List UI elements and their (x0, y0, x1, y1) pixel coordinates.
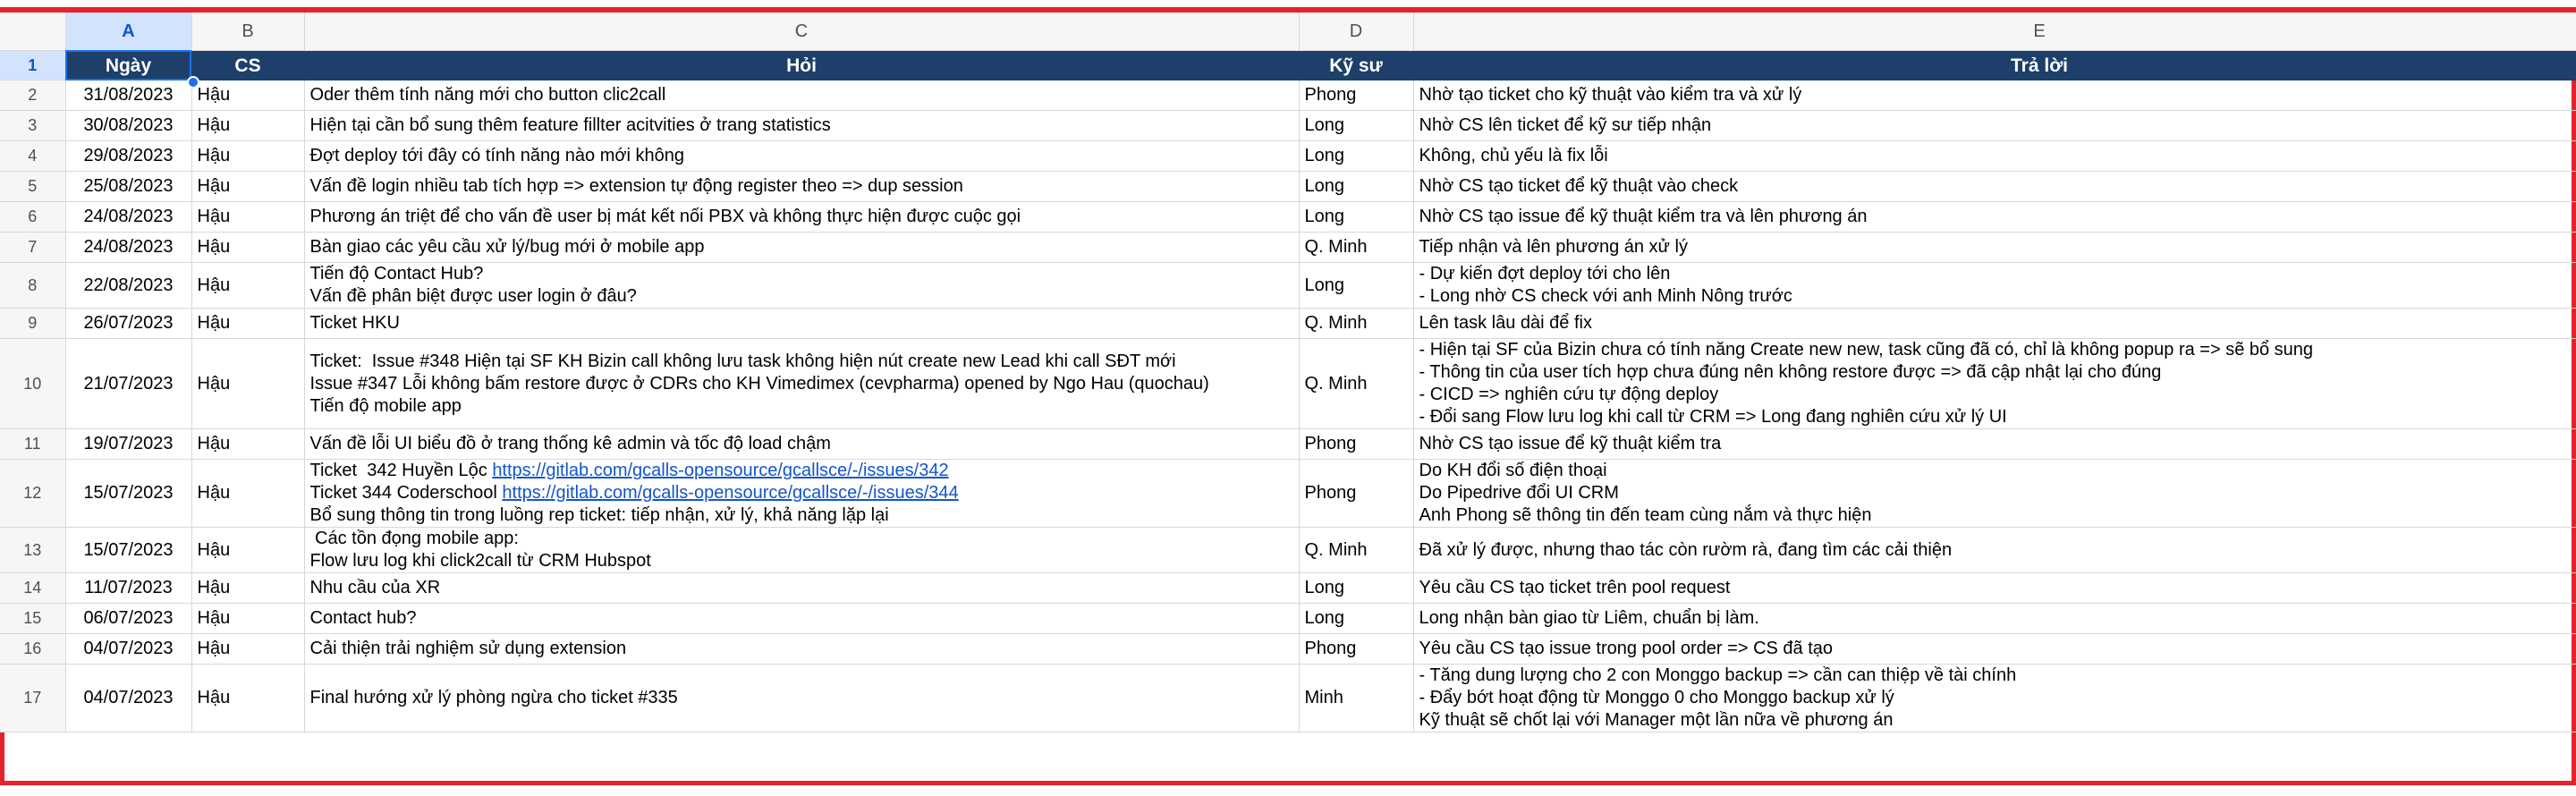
engineer-cell[interactable]: Long (1299, 263, 1413, 309)
table-row (0, 263, 2576, 309)
answer-line: Tiếp nhận và lên phương án xử lý (1419, 237, 1688, 257)
date-cell[interactable]: 04/07/2023 (65, 634, 191, 665)
answer-cell[interactable] (1413, 665, 2576, 732)
table-row (0, 665, 2576, 732)
cs-cell[interactable]: Hậu (191, 309, 304, 339)
question-line (310, 687, 1293, 709)
answer-line: Nhờ CS tạo issue để kỹ thuật kiểm tra (1419, 434, 1722, 453)
question-text: Vấn đề login nhiều tab tích hợp => extension tự động register theo => dup session (309, 176, 963, 196)
engineer-cell[interactable]: Long (1299, 202, 1413, 233)
table-row (0, 528, 2576, 573)
row-number[interactable]: 5 (0, 172, 65, 202)
answer-line: Nhờ CS tạo issue để kỹ thuật kiểm tra và lên phương án (1419, 207, 1868, 226)
date-cell[interactable]: 15/07/2023 (65, 460, 191, 528)
question-text: Hiện tại cần bổ sung thêm feature fillter acitvities ở trang statistics (309, 115, 831, 135)
cs-cell[interactable]: Hậu (191, 460, 304, 528)
header-engineer-cell[interactable]: Kỹ sư (1299, 51, 1413, 80)
answer-line: Kỹ thuật sẽ chốt lại với Manager một lần nữa về phương án (1419, 710, 1894, 730)
answer-cell[interactable] (1413, 573, 2576, 604)
question-cell[interactable] (304, 528, 1299, 573)
question-cell[interactable] (304, 460, 1299, 528)
select-all-corner[interactable] (0, 13, 65, 51)
issue-link[interactable]: https://gitlab.com/gcalls-opensource/gcallsce/-/issues/342 (492, 461, 949, 480)
row-number[interactable]: 8 (0, 263, 65, 309)
table-row (0, 339, 2576, 429)
answer-cell[interactable] (1413, 309, 2576, 339)
cs-cell[interactable]: Hậu (191, 573, 304, 604)
question-text: Final hướng xử lý phòng ngừa cho ticket #335 (309, 688, 678, 707)
cs-cell[interactable]: Hậu (191, 202, 304, 233)
answer-line: Do Pipedrive đổi UI CRM (1419, 483, 1619, 503)
spreadsheet-grid (0, 13, 2576, 732)
question-line (310, 351, 1293, 373)
answer-cell[interactable] (1413, 141, 2576, 172)
engineer-cell[interactable]: Q. Minh (1299, 339, 1413, 429)
answer-cell[interactable] (1413, 263, 2576, 309)
question-cell[interactable] (304, 80, 1299, 111)
table-row (0, 634, 2576, 665)
question-line (310, 175, 1293, 198)
cs-cell[interactable]: Hậu (191, 665, 304, 732)
fill-handle[interactable] (187, 76, 199, 89)
question-line (310, 577, 1293, 599)
answer-cell[interactable] (1413, 202, 2576, 233)
question-line (310, 550, 1293, 572)
question-text: Bổ sung thông tin trong luồng rep ticket: tiếp nhận, xử lý, khả năng lặp lại (309, 505, 889, 525)
question-line (310, 528, 1293, 550)
header-answer-cell[interactable]: Trả lời (1413, 51, 2576, 80)
answer-line: Yêu cầu CS tạo issue trong pool order => CS đã tạo (1419, 639, 1834, 658)
question-line (310, 607, 1293, 630)
answer-cell[interactable] (1413, 80, 2576, 111)
row-number[interactable]: 11 (0, 429, 65, 460)
table-row (0, 172, 2576, 202)
header-row (0, 51, 2576, 80)
cs-cell[interactable]: Hậu (191, 263, 304, 309)
question-text: Cải thiện trải nghiệm sử dụng extension (309, 639, 627, 658)
table-row (0, 141, 2576, 172)
date-cell[interactable]: 29/08/2023 (65, 141, 191, 172)
question-text: Ticket HKU (309, 313, 400, 333)
engineer-cell[interactable]: Q. Minh (1299, 309, 1413, 339)
question-text: Flow lưu log khi click2call từ CRM Hubspot (309, 551, 651, 571)
question-cell[interactable] (304, 233, 1299, 263)
answer-cell[interactable] (1413, 111, 2576, 141)
question-cell[interactable] (304, 339, 1299, 429)
cs-cell[interactable]: Hậu (191, 172, 304, 202)
cs-cell[interactable]: Hậu (191, 528, 304, 573)
engineer-cell[interactable]: Q. Minh (1299, 528, 1413, 573)
engineer-cell[interactable]: Long (1299, 141, 1413, 172)
question-line (310, 206, 1293, 228)
column-header-c[interactable]: C (304, 13, 1299, 51)
question-text: Vấn đề phân biệt được user login ở đâu? (309, 286, 637, 306)
table-row (0, 309, 2576, 339)
table-row (0, 202, 2576, 233)
column-header-row (0, 13, 2576, 51)
question-line (310, 84, 1293, 106)
answer-line: - Đổi sang Flow lưu log khi call từ CRM => Long đang nghiên cứu xử lý UI (1419, 407, 2007, 427)
question-line (310, 482, 1293, 504)
engineer-cell[interactable]: Long (1299, 573, 1413, 604)
row-number[interactable]: 1 (0, 51, 65, 80)
question-text: Bàn giao các yêu cầu xử lý/bug mới ở mobile app (309, 237, 705, 257)
row-number[interactable]: 15 (0, 604, 65, 634)
question-line (310, 504, 1293, 527)
table-row (0, 460, 2576, 528)
row-number[interactable]: 16 (0, 634, 65, 665)
table-row (0, 429, 2576, 460)
column-header-e[interactable]: E (1413, 13, 2576, 51)
question-text: Oder thêm tính năng mới cho button clic2call (309, 85, 666, 105)
engineer-cell[interactable]: Phong (1299, 634, 1413, 665)
question-line (310, 638, 1293, 660)
date-cell[interactable]: 30/08/2023 (65, 111, 191, 141)
table-row (0, 604, 2576, 634)
date-cell[interactable]: 22/08/2023 (65, 263, 191, 309)
engineer-cell[interactable]: Long (1299, 172, 1413, 202)
question-line (310, 114, 1293, 137)
answer-cell[interactable] (1413, 172, 2576, 202)
answer-line: Anh Phong sẽ thông tin đến team cùng nắm và thực hiện (1419, 505, 1872, 525)
cs-cell[interactable]: Hậu (191, 141, 304, 172)
row-number[interactable]: 14 (0, 573, 65, 604)
question-cell[interactable] (304, 309, 1299, 339)
question-text: Ticket: Issue #348 Hiện tại SF KH Bizin call không lưu task không hiện nút create new Lead khi call SĐT mới (309, 351, 1176, 371)
answer-cell[interactable] (1413, 339, 2576, 429)
date-cell[interactable]: 24/08/2023 (65, 233, 191, 263)
question-text: Vấn đề lỗi UI biểu đồ ở trang thống kê admin và tốc độ load chậm (309, 434, 831, 453)
answer-cell[interactable] (1413, 604, 2576, 634)
answer-line: Long nhận bàn giao từ Liêm, chuẩn bị làm. (1419, 608, 1759, 628)
answer-line: Nhờ tạo ticket cho kỹ thuật vào kiểm tra và xử lý (1419, 85, 1802, 105)
question-line (310, 460, 1293, 482)
answer-line: - Đẩy bớt hoạt động từ Monggo 0 cho Monggo backup xử lý (1419, 688, 1894, 707)
row-number[interactable]: 2 (0, 80, 65, 111)
answer-line: - Thông tin của user tích hợp chưa đúng nên không restore được => đã cập nhật lại cho đúng (1419, 362, 2162, 382)
answer-line: - CICD => nghiên cứu tự động deploy (1419, 385, 1719, 404)
engineer-cell[interactable]: Long (1299, 111, 1413, 141)
answer-cell[interactable] (1413, 233, 2576, 263)
question-cell[interactable] (304, 172, 1299, 202)
answer-line: Không, chủ yếu là fix lỗi (1419, 146, 1608, 165)
question-line (310, 236, 1293, 258)
answer-line: Lên task lâu dài để fix (1419, 313, 1592, 333)
question-cell[interactable] (304, 111, 1299, 141)
cs-cell[interactable]: Hậu (191, 233, 304, 263)
answer-line: - Hiện tại SF của Bizin chưa có tính năng Create new new, task cũng đã có, chỉ là không popup ra => sẽ bổ sung (1419, 340, 2314, 360)
answer-cell[interactable] (1413, 460, 2576, 528)
engineer-cell[interactable]: Minh (1299, 665, 1413, 732)
question-line (310, 312, 1293, 334)
question-cell[interactable] (304, 634, 1299, 665)
row-number[interactable]: 6 (0, 202, 65, 233)
question-line (310, 285, 1293, 308)
answer-cell[interactable] (1413, 528, 2576, 573)
answer-cell[interactable] (1413, 634, 2576, 665)
row-number[interactable]: 13 (0, 528, 65, 573)
date-cell[interactable]: 21/07/2023 (65, 339, 191, 429)
question-text: Ticket 344 Coderschool (309, 483, 503, 503)
table-row (0, 80, 2576, 111)
date-cell[interactable]: 25/08/2023 (65, 172, 191, 202)
question-line (310, 373, 1293, 395)
date-cell[interactable]: 24/08/2023 (65, 202, 191, 233)
column-header-d[interactable]: D (1299, 13, 1413, 51)
cs-cell[interactable]: Hậu (191, 339, 304, 429)
question-text: Phương án triệt để cho vấn đề user bị mát kết nối PBX và không thực hiện được cuộc gọi (309, 207, 1021, 226)
question-text: Các tồn đọng mobile app: (309, 529, 519, 548)
question-text: Contact hub? (309, 608, 417, 628)
question-line (310, 433, 1293, 455)
question-cell[interactable] (304, 429, 1299, 460)
cs-cell[interactable]: Hậu (191, 429, 304, 460)
answer-line: Nhờ CS tạo ticket để kỹ thuật vào check (1419, 176, 1739, 196)
date-cell[interactable]: 06/07/2023 (65, 604, 191, 634)
question-cell[interactable] (304, 604, 1299, 634)
answer-line: Đã xử lý được, nhưng thao tác còn rườm rà, đang tìm các cải thiện (1419, 539, 1953, 560)
row-number[interactable]: 3 (0, 111, 65, 141)
date-cell[interactable]: 11/07/2023 (65, 573, 191, 604)
row-number[interactable]: 4 (0, 141, 65, 172)
engineer-cell[interactable]: Long (1299, 604, 1413, 634)
date-cell[interactable]: 15/07/2023 (65, 528, 191, 573)
column-header-a[interactable]: A (65, 13, 191, 51)
row-number[interactable]: 7 (0, 233, 65, 263)
row-number[interactable]: 10 (0, 339, 65, 429)
question-line (310, 263, 1293, 285)
cs-cell[interactable]: Hậu (191, 604, 304, 634)
question-cell[interactable] (304, 141, 1299, 172)
engineer-cell[interactable]: Phong (1299, 460, 1413, 528)
engineer-cell[interactable]: Q. Minh (1299, 233, 1413, 263)
date-cell[interactable]: 31/08/2023 (65, 80, 191, 111)
table-row (0, 573, 2576, 604)
answer-line: - Long nhờ CS check với anh Minh Nông trước (1419, 286, 1792, 306)
header-cs-cell[interactable]: CS (191, 51, 304, 80)
date-cell[interactable]: 04/07/2023 (65, 665, 191, 732)
question-cell[interactable] (304, 573, 1299, 604)
cs-cell[interactable]: Hậu (191, 634, 304, 665)
answer-line: - Dự kiến đợt deploy tới cho lên (1419, 264, 1671, 284)
cs-cell[interactable]: Hậu (191, 111, 304, 141)
engineer-cell[interactable]: Phong (1299, 429, 1413, 460)
row-number[interactable]: 12 (0, 460, 65, 528)
column-header-b[interactable]: B (191, 13, 304, 51)
question-cell[interactable] (304, 665, 1299, 732)
row-number[interactable]: 9 (0, 309, 65, 339)
answer-line: Yêu cầu CS tạo ticket trên pool request (1419, 578, 1731, 597)
header-question-cell[interactable]: Hỏi (304, 51, 1299, 80)
question-text: Ticket 342 Huyền Lộc (309, 461, 493, 480)
question-text: Tiến độ mobile app (309, 395, 462, 416)
question-cell[interactable] (304, 263, 1299, 309)
question-line (310, 395, 1293, 418)
answer-line: Nhờ CS lên ticket để kỹ sư tiếp nhận (1419, 115, 1712, 135)
question-line (310, 145, 1293, 167)
question-text: Issue #347 Lỗi không bấm restore được ở CDRs cho KH Vimedimex (cevpharma) opened by Ngo Hau (quochau) (309, 373, 1209, 394)
issue-link[interactable]: https://gitlab.com/gcalls-opensource/gcallsce/-/issues/344 (502, 483, 959, 503)
header-date-cell[interactable]: Ngày (65, 51, 191, 80)
question-text: Tiến độ Contact Hub? (309, 264, 484, 284)
cs-cell[interactable]: Hậu (191, 80, 304, 111)
table-row (0, 233, 2576, 263)
date-cell[interactable]: 26/07/2023 (65, 309, 191, 339)
answer-line: - Tăng dung lượng cho 2 con Monggo backup => cần can thiệp về tài chính (1419, 665, 2017, 685)
question-text: Nhu cầu của XR (309, 578, 441, 597)
answer-line: Do KH đổi số điện thoại (1419, 461, 1607, 480)
table-row (0, 111, 2576, 141)
answer-cell[interactable] (1413, 429, 2576, 460)
engineer-cell[interactable]: Phong (1299, 80, 1413, 111)
question-text: Đợt deploy tới đây có tính năng nào mới không (309, 146, 684, 165)
row-number[interactable]: 17 (0, 665, 65, 732)
date-cell[interactable]: 19/07/2023 (65, 429, 191, 460)
question-cell[interactable] (304, 202, 1299, 233)
